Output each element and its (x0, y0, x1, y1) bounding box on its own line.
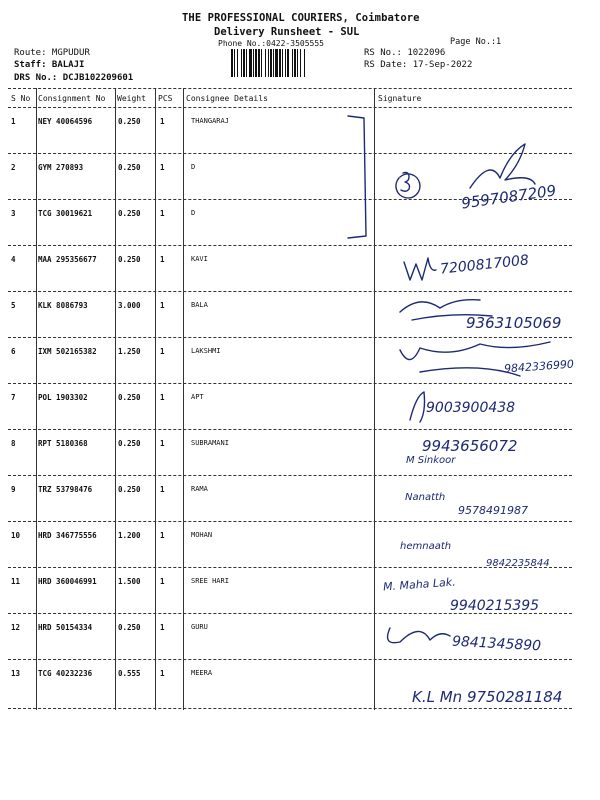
row-6-consignment: IXM 502165382 (38, 347, 97, 356)
row-1-sno: 1 (11, 117, 16, 126)
row-11-weight: 1.500 (118, 577, 141, 586)
col-header-pcs: PCS (158, 94, 173, 103)
handwritten-name: M Sinkoor (406, 455, 456, 466)
row-rule (8, 429, 572, 430)
col-header-consignment: Consignment No (38, 94, 106, 103)
row-8-consignment: RPT 5180368 (38, 439, 88, 448)
row-rule (8, 337, 572, 338)
column-divider (36, 88, 37, 710)
row-2-sno: 2 (11, 163, 16, 172)
row-3-weight: 0.250 (118, 209, 141, 218)
row-10-consignment: HRD 346775556 (38, 531, 97, 540)
barcode (231, 49, 357, 77)
row-1-consignee: THANGARAJ (191, 117, 229, 125)
rs-date: RS Date: 17-Sep-2022 (364, 60, 473, 70)
row-13-sno: 13 (11, 669, 21, 678)
handwritten-phone: 9842336990 (503, 357, 575, 376)
table-bottom-rule (8, 708, 572, 709)
row-rule (8, 521, 572, 522)
row-4-consignee: KAVI (191, 255, 208, 263)
header-bottom-rule (8, 107, 572, 108)
column-divider (155, 88, 156, 710)
row-9-sno: 9 (11, 485, 16, 494)
row-12-sno: 12 (11, 623, 21, 632)
row-6-pcs: 1 (160, 347, 165, 356)
table-top-rule (8, 88, 572, 89)
row-7-consignee: APT (191, 393, 204, 401)
row-12-weight: 0.250 (118, 623, 141, 632)
row-9-weight: 0.250 (118, 485, 141, 494)
staff: Staff: BALAJI (14, 60, 85, 70)
row-6-sno: 6 (11, 347, 16, 356)
row-4-sno: 4 (11, 255, 16, 264)
row-8-pcs: 1 (160, 439, 165, 448)
row-11-consignment: HRD 360046991 (38, 577, 97, 586)
row-11-sno: 11 (11, 577, 21, 586)
handwritten-phone: 7200817008 (439, 252, 530, 278)
row-13-weight: 0.555 (118, 669, 141, 678)
bracket-mark (348, 116, 366, 238)
handwritten-signature: K.L Mn 9750281184 (412, 688, 563, 706)
handwritten-phone: 9597087209 (460, 181, 558, 213)
company-title: THE PROFESSIONAL COURIERS, Coimbatore (182, 12, 420, 24)
row-rule (8, 291, 572, 292)
row-rule (8, 475, 572, 476)
row-6-weight: 1.250 (118, 347, 141, 356)
page-number: Page No.:1 (450, 37, 502, 47)
row-8-consignee: SUBRAMANI (191, 439, 229, 447)
row-13-pcs: 1 (160, 669, 165, 678)
signature-row-7 (410, 392, 425, 422)
row-10-consignee: MOHAN (191, 531, 213, 539)
col-header-weight: Weight (117, 94, 146, 103)
row-13-consignee: MEERA (191, 669, 213, 677)
row-5-consignee: BALA (191, 301, 208, 309)
row-2-weight: 0.250 (118, 163, 141, 172)
row-11-consignee: SREE HARI (191, 577, 229, 585)
row-1-pcs: 1 (160, 117, 165, 126)
row-7-pcs: 1 (160, 393, 165, 402)
row-11-pcs: 1 (160, 577, 165, 586)
row-3-sno: 3 (11, 209, 16, 218)
row-10-weight: 1.200 (118, 531, 141, 540)
row-7-sno: 7 (11, 393, 16, 402)
row-4-pcs: 1 (160, 255, 165, 264)
row-12-consignee: GURU (191, 623, 208, 631)
row-9-pcs: 1 (160, 485, 165, 494)
handwritten-phone: 9943656072 (422, 437, 518, 455)
row-4-consignment: MAA 295356677 (38, 255, 97, 264)
route: Route: MGPUDUR (14, 48, 90, 58)
row-12-consignment: HRD 50154334 (38, 623, 93, 632)
row-13-consignment: TCG 40232236 (38, 669, 93, 678)
col-header-sno: S No (11, 94, 31, 103)
circled-three (396, 173, 420, 198)
drs-number: DRS No.: DCJB102209601 (14, 73, 134, 83)
handwritten-phone: 9842235844 (486, 558, 550, 569)
row-10-sno: 10 (11, 531, 21, 540)
row-2-pcs: 1 (160, 163, 165, 172)
signature-row-2 (470, 144, 535, 188)
row-8-sno: 8 (11, 439, 16, 448)
col-header-signature: Signature (378, 94, 422, 103)
handwritten-phone: 9003900438 (426, 400, 516, 416)
row-5-sno: 5 (11, 301, 16, 310)
row-3-consignee: D (191, 209, 196, 217)
row-rule (8, 383, 572, 384)
runsheet-subtitle: Delivery Runsheet - SUL (214, 26, 360, 38)
row-7-consignment: POL 1903302 (38, 393, 88, 402)
row-12-pcs: 1 (160, 623, 165, 632)
column-divider (374, 88, 375, 710)
signature-row-12 (388, 628, 450, 643)
row-rule (8, 245, 572, 246)
handwritten-phone: 9940215395 (450, 598, 540, 614)
row-2-consignee: D (191, 163, 196, 171)
row-3-pcs: 1 (160, 209, 165, 218)
handwritten-phone: 9578491987 (458, 504, 528, 517)
row-5-pcs: 1 (160, 301, 165, 310)
row-6-consignee: LAKSHMI (191, 347, 221, 355)
row-7-weight: 0.250 (118, 393, 141, 402)
row-1-weight: 0.250 (118, 117, 141, 126)
row-3-consignment: TCG 30019621 (38, 209, 93, 218)
row-2-consignment: GYM 270893 (38, 163, 84, 172)
row-rule (8, 659, 572, 660)
handwritten-name: Nanatth (405, 492, 446, 503)
signature-row-4 (404, 258, 436, 280)
row-9-consignee: RAMA (191, 485, 208, 493)
row-8-weight: 0.250 (118, 439, 141, 448)
row-4-weight: 0.250 (118, 255, 141, 264)
handwritten-phone: 9841345890 (451, 633, 542, 655)
column-divider (115, 88, 116, 710)
handwritten-name: M. Maha Lak. (382, 575, 457, 594)
column-divider (183, 88, 184, 710)
row-9-consignment: TRZ 53798476 (38, 485, 93, 494)
row-10-pcs: 1 (160, 531, 165, 540)
rs-number: RS No.: 1022096 (364, 48, 446, 58)
row-1-consignment: NEY 40064596 (38, 117, 93, 126)
handwritten-name: hemnaath (400, 541, 452, 552)
col-header-consignee: Consignee Details (186, 94, 268, 103)
row-rule (8, 153, 572, 154)
row-5-weight: 3.000 (118, 301, 141, 310)
row-5-consignment: KLK 8086793 (38, 301, 88, 310)
phone-number: Phone No.:0422-3505555 (218, 39, 324, 48)
handwritten-phone: 9363105069 (466, 314, 562, 332)
